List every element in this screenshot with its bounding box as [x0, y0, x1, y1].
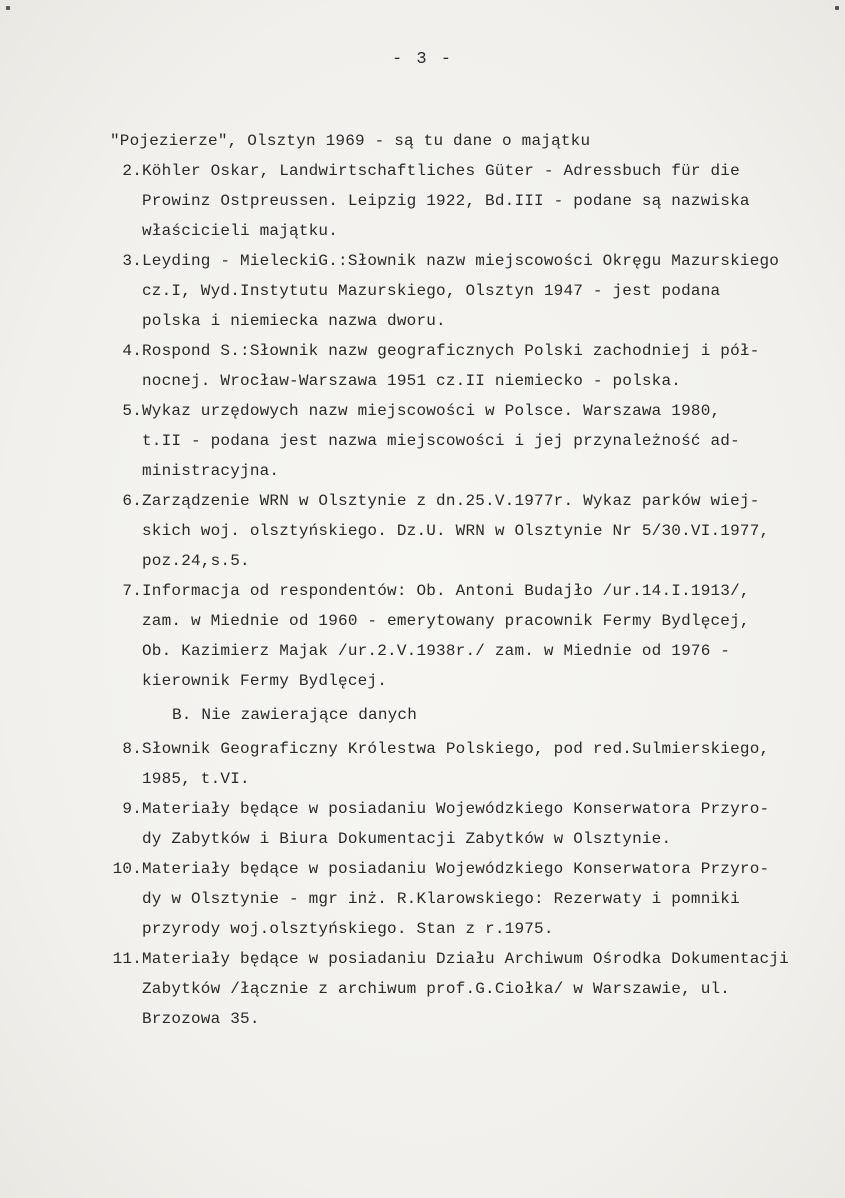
entry-line: Zarządzenie WRN w Olsztynie z dn.25.V.1977r. Wykaz parków wiej- [142, 492, 760, 510]
scan-corner-mark [6, 6, 10, 10]
entry-line: Słownik Geograficzny Królestwa Polskiego, pod red.Sulmierskiego, [142, 740, 770, 758]
entry-text [142, 246, 820, 336]
entries-group-b [110, 734, 820, 1034]
entry-line: Köhler Oskar, Landwirtschaftliches Güter - Adressbuch für die [142, 162, 740, 180]
entry-text [142, 576, 820, 696]
entry-line: dy w Olsztynie - mgr inż. R.Klarowskiego: Rezerwaty i pomniki [142, 890, 740, 908]
entry-number: 11. [112, 950, 142, 968]
entry-line: nocnej. Wrocław-Warszawa 1951 cz.II niemiecko - polska. [142, 372, 682, 390]
bibliography-entry [110, 794, 820, 854]
bibliography-entry [110, 156, 820, 246]
entry-number: 5. [122, 402, 142, 420]
entry-line: Materiały będące w posiadaniu Wojewódzkiego Konserwatora Przyro- [142, 800, 770, 818]
entry-line: 1985, t.VI. [142, 770, 250, 788]
entry-number: 6. [122, 492, 142, 510]
entry-line: kierownik Fermy Bydlęcej. [142, 672, 388, 690]
entry-line: Wykaz urzędowych nazw miejscowości w Polsce. Warszawa 1980, [142, 402, 721, 420]
entry-text [142, 734, 820, 794]
page-number: - 3 - [391, 50, 453, 69]
entry-number: 10. [112, 860, 142, 878]
entry-line: dy Zabytków i Biura Dokumentacji Zabytków w Olsztynie. [142, 830, 672, 848]
scan-corner-mark [835, 6, 839, 10]
entry-number: 4. [122, 342, 142, 360]
entry-line: Brzozowa 35. [142, 1010, 260, 1028]
entry-line: przyrody woj.olsztyńskiego. Stan z r.1975. [142, 920, 554, 938]
entry-text [142, 156, 820, 246]
entry-line: Zabytków /łącznie z archiwum prof.G.Ciołka/ w Warszawie, ul. [142, 980, 731, 998]
entry-line: Prowinz Ostpreussen. Leipzig 1922, Bd.III - podane są nazwiska [142, 192, 750, 210]
entry-line: Materiały będące w posiadaniu Wojewódzkiego Konserwatora Przyro- [142, 860, 770, 878]
entry-number: 8. [122, 740, 142, 758]
entry-text [142, 854, 820, 944]
entry-line: Materiały będące w posiadaniu Działu Archiwum Ośrodka Dokumentacji [142, 950, 789, 968]
entry-line: zam. w Miednie od 1960 - emerytowany pracownik Fermy Bydlęcej, [142, 612, 750, 630]
entry-line: poz.24,s.5. [142, 552, 250, 570]
bibliography-entry [110, 486, 820, 576]
entry-line: ministracyjna. [142, 462, 280, 480]
entry-number: 3. [122, 252, 142, 270]
entry-line: Informacja od respondentów: Ob. Antoni Budajło /ur.14.I.1913/, [142, 582, 750, 600]
section-heading: B. Nie zawierające danych [172, 706, 418, 724]
bibliography-entry [110, 576, 820, 696]
entry-line: właścicieli majątku. [142, 222, 339, 240]
entry-line: Leyding - MieleckiG.:Słownik nazw miejscowości Okręgu Mazurskiego [142, 252, 780, 270]
entries-group-a [110, 156, 820, 696]
entry-line: cz.I, Wyd.Instytutu Mazurskiego, Olsztyn 1947 - jest podana [142, 282, 721, 300]
bibliography-entry [110, 854, 820, 944]
entry-line: Rospond S.:Słownik nazw geograficznych Polski zachodniej i pół- [142, 342, 760, 360]
entry-text [142, 396, 820, 486]
continuation-line: "Pojezierze", Olsztyn 1969 - są tu dane o majątku [110, 132, 591, 150]
bibliography-list [110, 126, 820, 1034]
entry-text [142, 336, 820, 396]
entry-text [142, 944, 820, 1034]
bibliography-entry [110, 336, 820, 396]
bibliography-entry [110, 396, 820, 486]
bibliography-entry [110, 246, 820, 336]
entry-text [142, 794, 820, 854]
entry-line: t.II - podana jest nazwa miejscowości i jej przynależność ad- [142, 432, 740, 450]
bibliography-entry [110, 734, 820, 794]
entry-number: 2. [122, 162, 142, 180]
entry-number: 7. [122, 582, 142, 600]
entry-line: Ob. Kazimierz Majak /ur.2.V.1938r./ zam. w Miednie od 1976 - [142, 642, 731, 660]
entry-text [142, 486, 820, 576]
entry-line: skich woj. olsztyńskiego. Dz.U. WRN w Olsztynie Nr 5/30.VI.1977, [142, 522, 770, 540]
entry-line: polska i niemiecka nazwa dworu. [142, 312, 446, 330]
bibliography-entry [110, 944, 820, 1034]
entry-number: 9. [122, 800, 142, 818]
